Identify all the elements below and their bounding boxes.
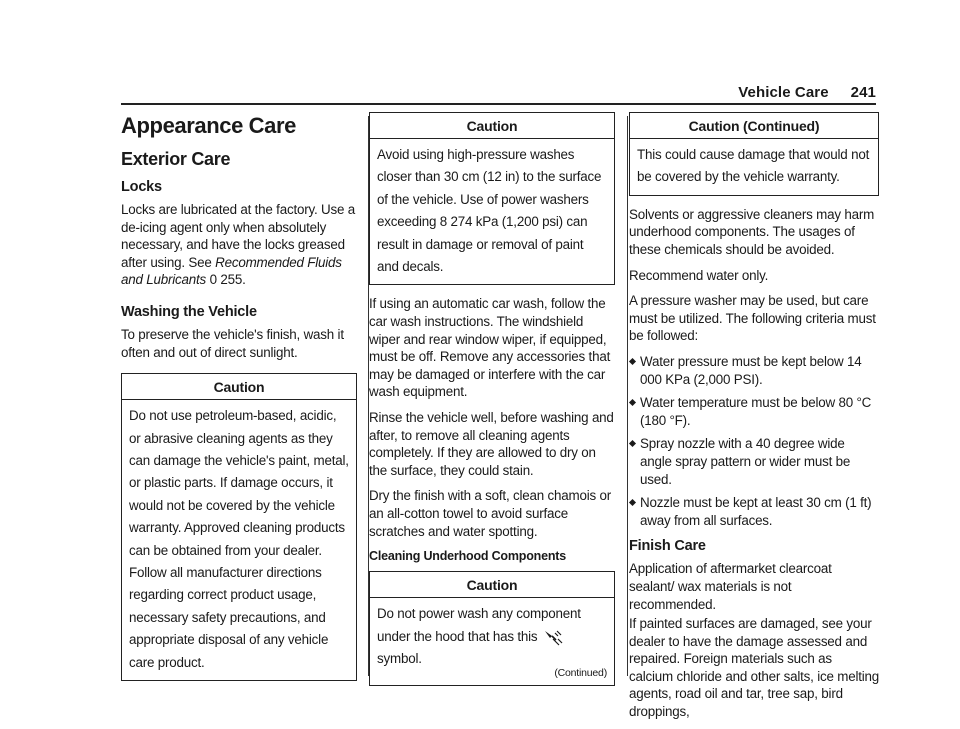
finish-paragraph-1: Application of aftermarket clearcoat sealant/ wax materials is not recommended. (629, 561, 832, 612)
column-2 (369, 112, 615, 695)
car-wash-paragraph: If using an automatic car wash, follow the car wash instructions. The windshield wiper and rear window wiper, if equipped, must be off. Remove any accessories that may be damaged or interfere with the car wash equipment. (369, 296, 611, 400)
criteria-list (629, 353, 879, 529)
caution-text-b: symbol. (377, 650, 422, 666)
fluids-link[interactable]: Recommended Fluids and Lubricants (121, 254, 342, 288)
caution-box-high-pressure (369, 112, 615, 285)
caution-text: Avoid using high-pressure washes closer than 30 cm (12 in) to the surface of the vehicle. Use of power washers exceeding 8 274 kPa (1,200 psi) can result in damage or removal of paint and decals. (377, 147, 602, 275)
continued-label: (Continued) (554, 667, 607, 680)
rinse-paragraph: Rinse the vehicle well, before washing and after, to remove all cleaning agents completely. If they are allowed to dry on the surface, they could stain. (369, 410, 614, 478)
locks-text: Locks are lubricated at the factory. Use a de-icing agent only when absolutely necessary, and have the locks greased after using. See (121, 202, 355, 270)
subheading-washing: Washing the Vehicle (121, 303, 257, 320)
washing-paragraph: To preserve the vehicle's finish, wash it often and out of direct sunlight. (121, 326, 344, 360)
page-reference[interactable]: 0 255. (209, 272, 246, 288)
caution-box-underhood (369, 571, 615, 686)
subheading-finish-care: Finish Care (629, 538, 706, 555)
subheading-underhood: Cleaning Underhood Components (369, 549, 566, 564)
caution-box-cleaning-agents (121, 373, 357, 681)
locks-paragraph (121, 201, 357, 289)
list-item: Water pressure must be kept below 14 000 KPa (2,000 PSI). (629, 353, 879, 388)
column-3 (629, 112, 879, 729)
list-item: Spray nozzle with a 40 degree wide angle spray pattern or wider must be used. (629, 435, 879, 488)
caution-text (377, 603, 607, 670)
page-number: 241 (850, 84, 876, 101)
pressure-washer-paragraph: A pressure washer may be used, but care must be utilized. The following criteria must be followed: (629, 293, 876, 344)
caution-text: This could cause damage that would not be covered by the vehicle warranty. (637, 147, 870, 185)
caution-title: Caution (122, 374, 356, 400)
section-heading-exterior: Exterior Care (121, 149, 231, 169)
page-title: Appearance Care (121, 113, 296, 138)
solvents-paragraph: Solvents or aggressive cleaners may harm underhood components. The usages of these chemicals should be avoided. (629, 206, 875, 257)
header-rule (121, 103, 876, 105)
caution-title: Caution (Continued) (630, 113, 878, 139)
finish-paragraph-2: If painted surfaces are damaged, see your dealer to have the damage assessed and repaired. Foreign materials such as calcium chloride and other salts, ice melting agents, road oil and tar, tree sap, bird droppings, (629, 616, 880, 720)
caution-title: Caution (370, 113, 614, 139)
caution-text: Do not use petroleum-based, acidic, or abrasive cleaning agents as they can damage the vehicle's paint, metal, or plastic parts. If damage occurs, it would not be covered by the vehicle warranty. Approved cleaning products can be obtained from your dealer. Follow all manufacturer directions regarding correct product usage, necessary safety precautions, and appropriate disposal of any vehicle care product. (129, 408, 349, 670)
caution-title: Caution (370, 572, 614, 598)
caution-text-a: Do not power wash any component under the hood that has this (377, 606, 581, 644)
caution-box-continued (629, 112, 879, 196)
subheading-locks: Locks (121, 179, 162, 195)
page-header (738, 84, 876, 101)
list-item: Water temperature must be below 80 °C (180 °F). (629, 394, 879, 429)
column-divider-right (627, 116, 628, 676)
no-power-wash-icon (543, 628, 565, 646)
dry-paragraph: Dry the finish with a soft, clean chamois or an all-cotton towel to avoid surface scratches and water spotting. (369, 488, 612, 539)
section-title: Vehicle Care (738, 84, 829, 101)
water-only-paragraph: Recommend water only. (629, 267, 769, 283)
column-1 (121, 110, 357, 690)
list-item: Nozzle must be kept at least 30 cm (1 ft) away from all surfaces. (629, 494, 879, 529)
